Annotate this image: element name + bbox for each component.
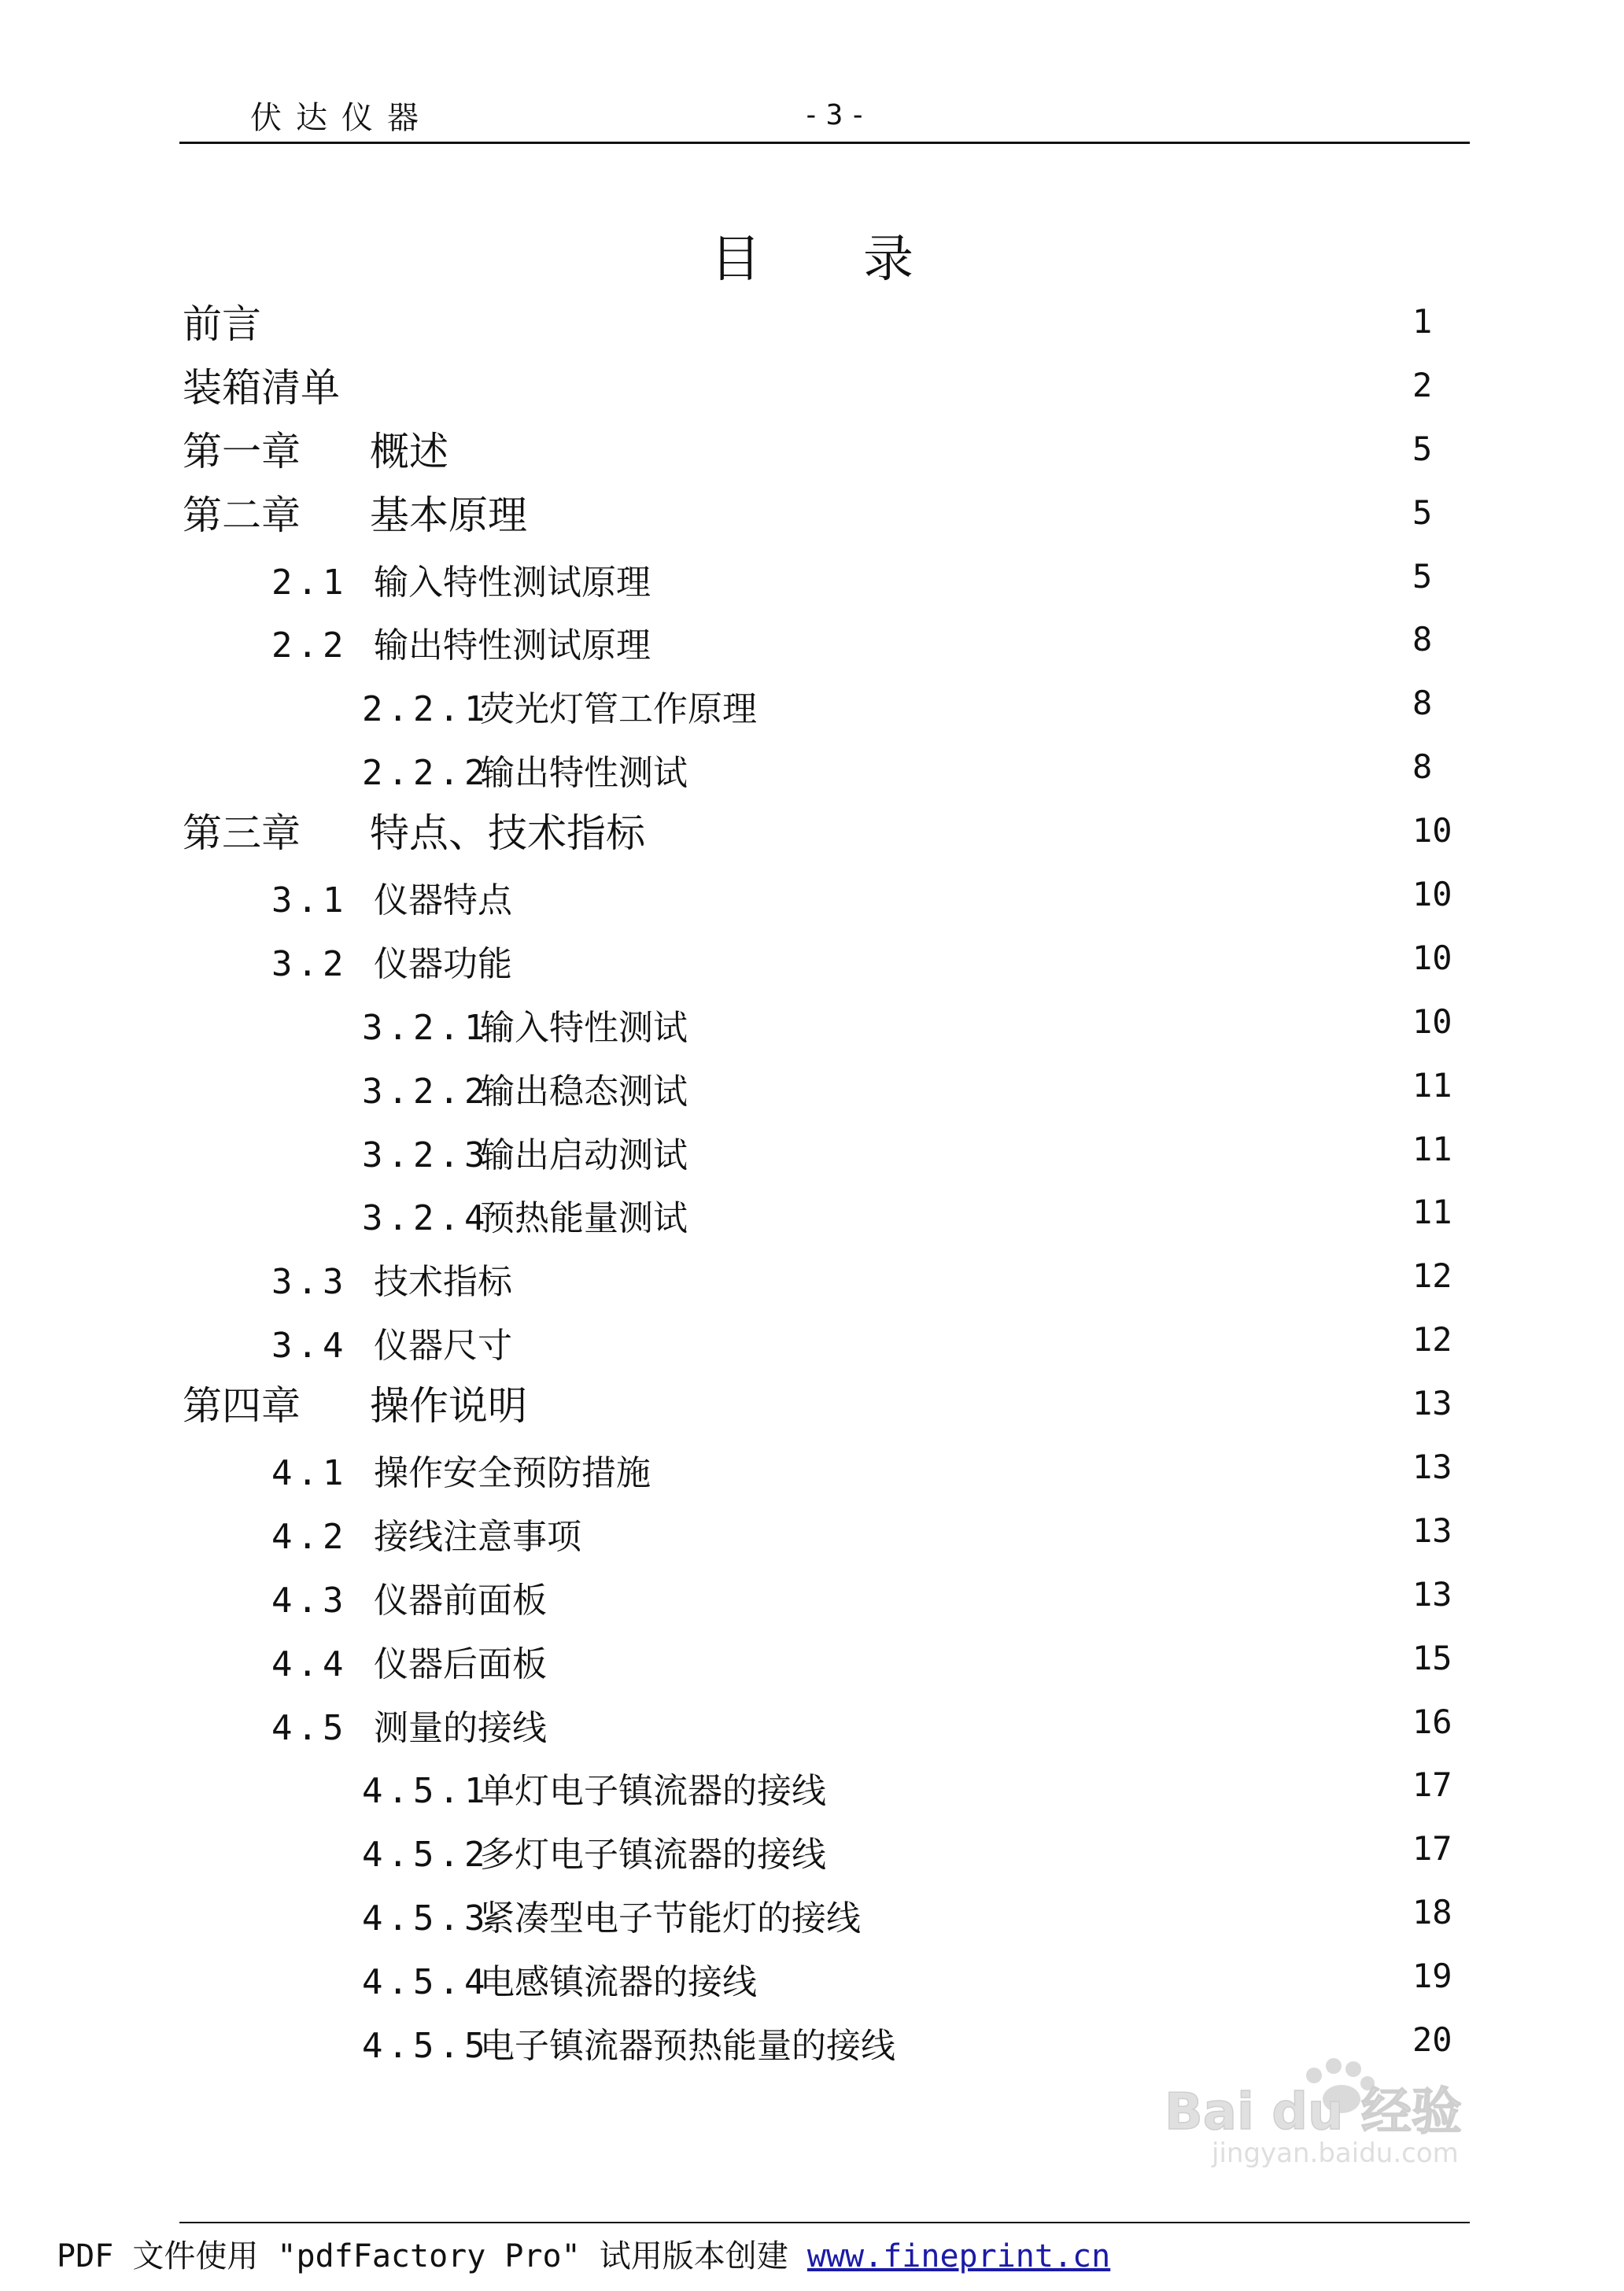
table-of-contents bbox=[0, 293, 1624, 2075]
toc-chapter-number: 第三章 bbox=[183, 810, 301, 857]
toc-entry-label bbox=[362, 1127, 688, 1177]
toc-page-number: 19 bbox=[1412, 1957, 1452, 1996]
toc-section-number: 3.3 bbox=[271, 1262, 349, 1303]
toc-entry-label bbox=[271, 872, 512, 922]
toc-section-number: 4.2 bbox=[271, 1516, 349, 1557]
toc-entry[interactable] bbox=[0, 1247, 1624, 1311]
toc-entry-title: 预热能量测试 bbox=[480, 1198, 688, 1239]
toc-entry-title: 输出特性测试 bbox=[480, 753, 688, 794]
toc-entry-label bbox=[271, 1636, 547, 1686]
toc-entry[interactable] bbox=[0, 484, 1624, 548]
toc-entry-label bbox=[362, 1890, 861, 1940]
toc-entry-title: 输出特性测试原理 bbox=[374, 625, 651, 666]
toc-page-number: 5 bbox=[1412, 429, 1433, 468]
toc-entry[interactable] bbox=[0, 802, 1624, 865]
toc-chapter-number: 第四章 bbox=[183, 1383, 301, 1430]
toc-entry[interactable] bbox=[0, 1566, 1624, 1629]
toc-entry-label bbox=[362, 999, 688, 1050]
toc-entry-title: 仪器特点 bbox=[374, 880, 512, 921]
toc-entry[interactable] bbox=[0, 1820, 1624, 1883]
toc-entry-title: 前言 bbox=[183, 301, 261, 347]
header-page-number: -3- bbox=[803, 99, 873, 131]
toc-page-number: 12 bbox=[1412, 1320, 1452, 1359]
toc-section-number: 3.4 bbox=[271, 1326, 349, 1367]
toc-section-number: 4.5.5 bbox=[362, 2026, 490, 2067]
toc-page-number: 1 bbox=[1412, 302, 1433, 341]
toc-page-number: 10 bbox=[1412, 938, 1452, 977]
footer-divider bbox=[179, 2222, 1470, 2223]
toc-entry-label bbox=[183, 484, 527, 540]
toc-entry-label bbox=[183, 420, 448, 477]
toc-section-number: 4.5.1 bbox=[362, 1771, 490, 1812]
toc-page-number: 10 bbox=[1412, 811, 1452, 850]
toc-entry-title: 电子镇流器预热能量的接线 bbox=[480, 2026, 895, 2067]
toc-entry[interactable] bbox=[0, 420, 1624, 484]
toc-entry-title: 紧凑型电子节能灯的接线 bbox=[480, 1898, 861, 1939]
toc-entry-title: 荧光灯管工作原理 bbox=[480, 689, 757, 730]
toc-entry-label bbox=[362, 1190, 688, 1240]
toc-page-number: 11 bbox=[1412, 1129, 1452, 1168]
toc-entry-label bbox=[271, 1317, 512, 1367]
toc-page-number: 10 bbox=[1412, 875, 1452, 914]
toc-section-number: 3.2 bbox=[271, 943, 349, 984]
footer-text: PDF 文件使用 "pdfFactory Pro" 试用版本创建 bbox=[57, 2238, 807, 2274]
toc-page-number: 15 bbox=[1412, 1638, 1452, 1677]
toc-page-number: 13 bbox=[1412, 1574, 1452, 1614]
toc-entry-label bbox=[271, 1444, 651, 1495]
toc-entry[interactable] bbox=[0, 993, 1624, 1057]
toc-entry-title: 装箱清单 bbox=[183, 364, 340, 411]
toc-entry-title: 输入特性测试 bbox=[480, 1007, 688, 1048]
toc-section-number: 4.3 bbox=[271, 1580, 349, 1621]
toc-page-number: 13 bbox=[1412, 1511, 1452, 1550]
toc-page-number: 11 bbox=[1412, 1193, 1452, 1232]
toc-entry[interactable] bbox=[0, 1502, 1624, 1566]
toc-entry[interactable] bbox=[0, 738, 1624, 802]
toc-entry-title: 仪器后面板 bbox=[374, 1644, 547, 1684]
toc-page-number: 5 bbox=[1412, 493, 1433, 532]
toc-entry-label bbox=[271, 935, 512, 986]
toc-entry[interactable] bbox=[0, 674, 1624, 738]
toc-section-number: 2.2 bbox=[271, 625, 349, 666]
toc-entry-label bbox=[271, 554, 651, 604]
toc-page-number: 13 bbox=[1412, 1448, 1452, 1487]
toc-section-number: 2.2.1 bbox=[362, 689, 490, 730]
toc-entry[interactable] bbox=[0, 356, 1624, 420]
toc-section-number: 3.2.3 bbox=[362, 1134, 490, 1175]
toc-entry-label bbox=[271, 1699, 547, 1750]
watermark-url: jingyan.baidu.com bbox=[1212, 2138, 1459, 2169]
toc-entry-title: 输出稳态测试 bbox=[480, 1071, 688, 1112]
toc-entry-label bbox=[183, 1374, 527, 1431]
toc-entry-title: 概述 bbox=[370, 428, 448, 474]
toc-chapter-number: 第二章 bbox=[183, 492, 301, 538]
toc-entry[interactable] bbox=[0, 1183, 1624, 1247]
toc-entry[interactable] bbox=[0, 1438, 1624, 1502]
toc-section-number: 3.2.1 bbox=[362, 1007, 490, 1048]
toc-title: 目录 bbox=[710, 231, 1016, 289]
footer bbox=[57, 2231, 1110, 2276]
toc-entry[interactable] bbox=[0, 293, 1624, 356]
toc-entry[interactable] bbox=[0, 1374, 1624, 1438]
toc-page-number: 5 bbox=[1412, 556, 1433, 596]
toc-page-number: 8 bbox=[1412, 684, 1433, 723]
toc-page-number: 8 bbox=[1412, 747, 1433, 787]
header-divider bbox=[179, 142, 1470, 144]
toc-entry-label bbox=[183, 802, 645, 858]
toc-entry-label bbox=[362, 744, 688, 795]
baidu-jingyan-watermark bbox=[1157, 2052, 1550, 2170]
toc-page-number: 10 bbox=[1412, 1002, 1452, 1041]
toc-section-number: 3.2.4 bbox=[362, 1198, 490, 1239]
toc-page-number: 2 bbox=[1412, 365, 1433, 404]
toc-entry[interactable] bbox=[0, 865, 1624, 929]
toc-section-number: 4.4 bbox=[271, 1644, 349, 1684]
toc-entry-title: 特点、技术指标 bbox=[370, 810, 645, 857]
toc-chapter-number: 第一章 bbox=[183, 428, 301, 474]
toc-entry[interactable] bbox=[0, 1629, 1624, 1693]
toc-entry-label bbox=[362, 1063, 688, 1113]
toc-entry-title: 操作说明 bbox=[370, 1383, 527, 1430]
toc-entry[interactable] bbox=[0, 1311, 1624, 1374]
toc-entry-title: 技术指标 bbox=[374, 1262, 512, 1303]
toc-entry[interactable] bbox=[0, 1120, 1624, 1184]
toc-section-number: 4.5 bbox=[271, 1707, 349, 1748]
toc-page-number: 13 bbox=[1412, 1384, 1452, 1423]
toc-page-number: 18 bbox=[1412, 1893, 1452, 1932]
toc-entry[interactable] bbox=[0, 548, 1624, 611]
toc-page-number: 12 bbox=[1412, 1256, 1452, 1296]
toc-entry-title: 仪器尺寸 bbox=[374, 1326, 512, 1367]
toc-section-number: 2.1 bbox=[271, 562, 349, 603]
toc-entry[interactable] bbox=[0, 1756, 1624, 1820]
toc-entry-title: 多灯电子镇流器的接线 bbox=[480, 1835, 826, 1876]
toc-page-number: 16 bbox=[1412, 1702, 1452, 1741]
toc-entry-label bbox=[362, 681, 757, 731]
toc-entry[interactable] bbox=[0, 1947, 1624, 2011]
toc-entry-label bbox=[362, 1953, 757, 2004]
toc-page-number: 20 bbox=[1412, 2020, 1452, 2060]
toc-entry-label bbox=[183, 293, 261, 349]
toc-entry[interactable] bbox=[0, 1883, 1624, 1947]
toc-page-number: 11 bbox=[1412, 1065, 1452, 1105]
toc-entry-label bbox=[362, 1762, 826, 1813]
toc-section-number: 4.5.3 bbox=[362, 1898, 490, 1939]
toc-entry-title: 输出启动测试 bbox=[480, 1134, 688, 1175]
toc-section-number: 3.1 bbox=[271, 880, 349, 921]
toc-page-number: 8 bbox=[1412, 620, 1433, 659]
toc-entry-label bbox=[183, 356, 340, 413]
toc-entry-label bbox=[271, 617, 651, 667]
toc-entry-label bbox=[362, 2017, 895, 2068]
toc-entry-title: 输入特性测试原理 bbox=[374, 562, 651, 603]
toc-section-number: 3.2.2 bbox=[362, 1071, 490, 1112]
toc-entry-title: 测量的接线 bbox=[374, 1707, 547, 1748]
toc-entry-label bbox=[271, 1508, 581, 1559]
toc-entry-title: 电感镇流器的接线 bbox=[480, 1962, 757, 2003]
toc-section-number: 4.5.2 bbox=[362, 1835, 490, 1876]
toc-entry-title: 仪器前面板 bbox=[374, 1580, 547, 1621]
toc-entry-title: 基本原理 bbox=[370, 492, 527, 538]
toc-entry[interactable] bbox=[0, 929, 1624, 993]
toc-entry-label bbox=[271, 1253, 512, 1304]
watermark-brand: Bai du 经验 bbox=[1164, 2083, 1462, 2142]
header-company-name: 伏达仪器 bbox=[250, 100, 433, 136]
toc-entry-label bbox=[362, 1826, 826, 1876]
toc-entry-title: 仪器功能 bbox=[374, 943, 512, 984]
toc-entry-label bbox=[271, 1572, 547, 1622]
toc-entry[interactable] bbox=[0, 611, 1624, 674]
toc-entry[interactable] bbox=[0, 1057, 1624, 1120]
toc-page-number: 17 bbox=[1412, 1829, 1452, 1869]
toc-page-number: 17 bbox=[1412, 1765, 1452, 1805]
toc-section-number: 4.1 bbox=[271, 1453, 349, 1494]
toc-section-number: 2.2.2 bbox=[362, 753, 490, 794]
toc-section-number: 4.5.4 bbox=[362, 1962, 490, 2003]
toc-entry-title: 单灯电子镇流器的接线 bbox=[480, 1771, 826, 1812]
footer-link[interactable]: www.fineprint.cn bbox=[806, 2238, 1111, 2274]
toc-entry-title: 接线注意事项 bbox=[374, 1516, 581, 1557]
toc-entry-title: 操作安全预防措施 bbox=[374, 1453, 651, 1494]
toc-entry[interactable] bbox=[0, 1693, 1624, 1757]
